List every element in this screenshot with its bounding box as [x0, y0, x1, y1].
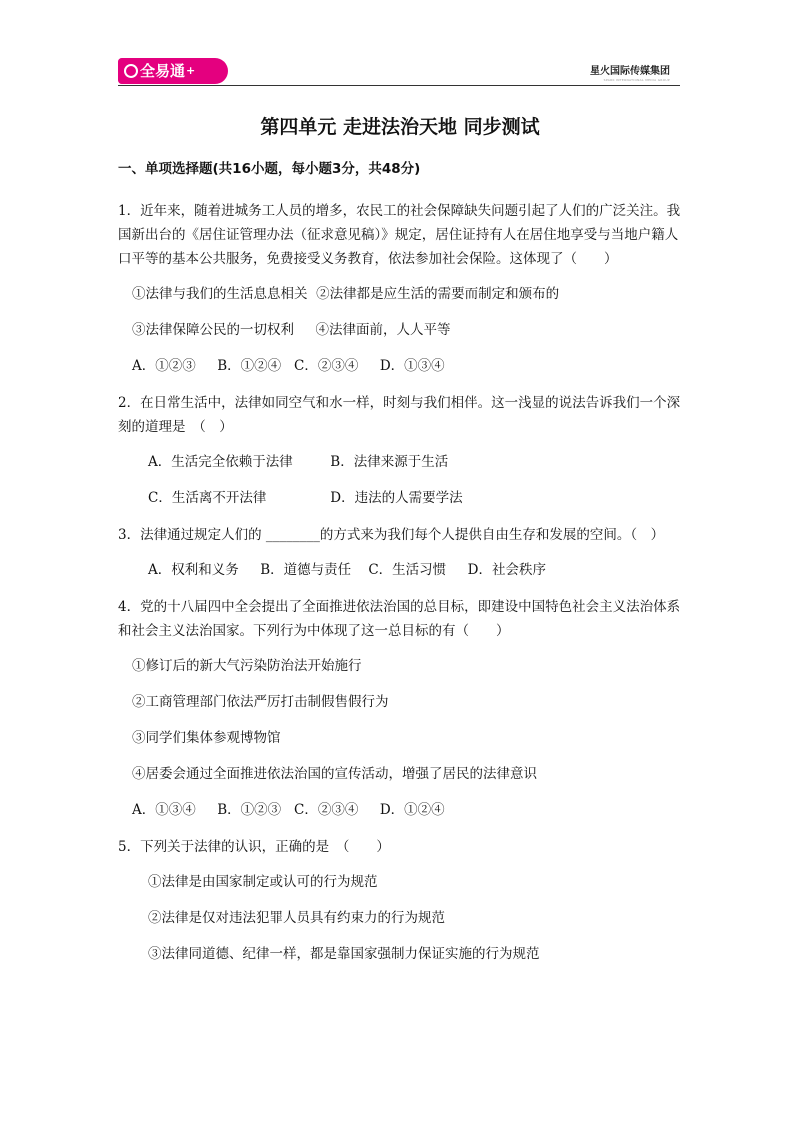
statement: ③法律保障公民的一切权利 [132, 322, 294, 338]
option-b[interactable]: B．法律来源于生活 [330, 454, 449, 470]
logo-circle-icon [124, 64, 138, 78]
option-c[interactable]: C．生活习惯 [368, 562, 447, 578]
option-d[interactable]: D．违法的人需要学法 [330, 490, 463, 506]
brand-logo [118, 58, 228, 84]
question-1-statements-row-1 [118, 283, 682, 305]
option-c[interactable]: C．②③④ [294, 358, 359, 374]
option-d[interactable]: D．社会秩序 [467, 562, 546, 578]
statement: ①法律与我们的生活息息相关 [132, 286, 308, 302]
option-a[interactable]: A．①②③ [132, 358, 196, 374]
option-a[interactable]: A．权利和义务 [148, 562, 239, 578]
question-2-stem: 2．在日常生活中，法律如同空气和水一样，时刻与我们相伴。这一浅显的说法告诉我们一个深刻的道理是 （ ） [118, 395, 681, 435]
question-2-options-row-1 [118, 451, 682, 473]
question-1-stem: 1．近年来，随着进城务工人员的增多，农民工的社会保障缺失问题引起了人们的广泛关注。我国新出台的《居住证管理办法（征求意见稿）》规定，居住证持有人在居住地享受与当地户籍人口平等的基本公共服务，免费接受义务教育，依法参加社会保险。这体现了（ ） [118, 203, 681, 267]
option-a[interactable]: A．①③④ [132, 802, 196, 818]
option-b[interactable]: B．①②④ [217, 358, 282, 374]
question-3-stem: 3．法律通过规定人们的 ________的方式来为我们每个人提供自由生存和发展的空间。（ ） [118, 527, 665, 543]
option-a[interactable]: A．生活完全依赖于法律 [148, 454, 293, 470]
question-4-options [118, 799, 682, 821]
question-5-statement-2: ②法律是仅对违法犯罪人员具有约束力的行为规范 [148, 910, 445, 926]
option-b[interactable]: B．道德与责任 [260, 562, 352, 578]
company-name [590, 62, 670, 82]
question-5-stem: 5．下列关于法律的认识，正确的是 （ ） [118, 839, 390, 855]
section-heading: 一、单项选择题(共16小题，每小题3分，共48分) [118, 161, 421, 177]
option-d[interactable]: D．①③④ [379, 358, 445, 374]
question-5-statement-1: ①法律是由国家制定或认可的行为规范 [148, 874, 378, 890]
option-d[interactable]: D．①②④ [379, 802, 445, 818]
document-body [118, 112, 682, 979]
question-5-statement-3: ③法律同道德、纪律一样，都是靠国家强制力保证实施的行为规范 [148, 946, 540, 962]
question-4-statement-2: ②工商管理部门依法严厉打击制假售假行为 [132, 694, 389, 710]
question-1-options [118, 355, 682, 377]
company-subtitle: SPARK INTERNATIONAL MEDIA GROUP [603, 78, 670, 82]
logo-plus: + [186, 64, 196, 77]
question-1-statements-row-2 [118, 319, 682, 341]
option-b[interactable]: B．①②③ [217, 802, 282, 818]
statement: ④法律面前，人人平等 [315, 322, 451, 338]
page-header [0, 0, 800, 90]
question-4-statement-1: ①修订后的新大气污染防治法开始施行 [132, 658, 362, 674]
option-c[interactable]: C．②③④ [294, 802, 359, 818]
question-4-statement-4: ④居委会通过全面推进依法治国的宣传活动，增强了居民的法律意识 [132, 766, 537, 782]
question-4-statement-3: ③同学们集体参观博物馆 [132, 730, 281, 746]
page-title: 第四单元 走进法治天地 同步测试 [260, 116, 540, 138]
logo-text: 全易通 [140, 62, 186, 80]
statement: ②法律都是应生活的需要而制定和颁布的 [316, 286, 560, 302]
header-divider [118, 85, 680, 86]
company-title: 星火国际传媒集团 [590, 66, 670, 77]
question-2-options-row-2 [118, 487, 682, 509]
question-3-options [118, 559, 682, 581]
question-4-stem: 4．党的十八届四中全会提出了全面推进依法治国的总目标，即建设中国特色社会主义法治体系和社会主义法治国家。下列行为中体现了这一总目标的有（ ） [118, 599, 681, 639]
option-c[interactable]: C．生活离不开法律 [148, 490, 267, 506]
